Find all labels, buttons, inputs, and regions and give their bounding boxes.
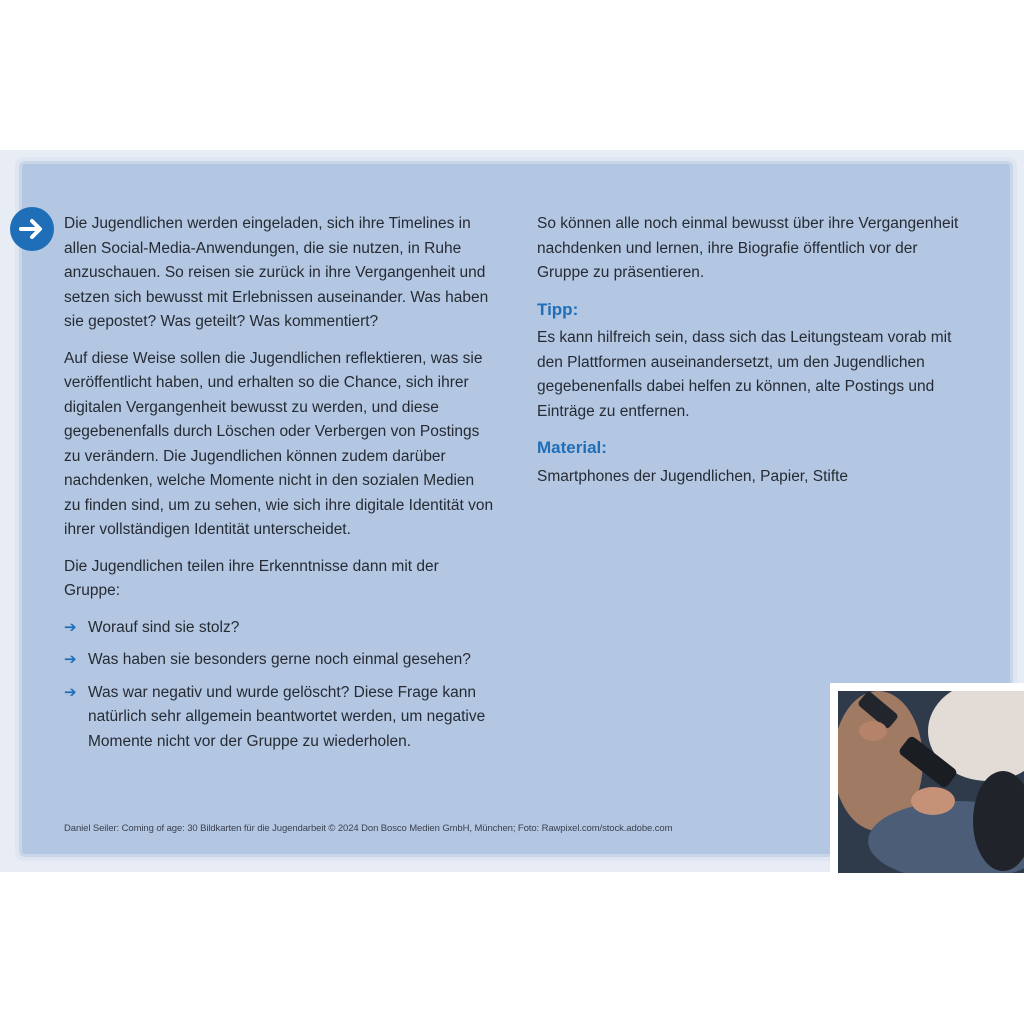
list-item bbox=[64, 616, 494, 641]
arrow-right-small-icon: ➔ bbox=[64, 683, 77, 701]
paragraph-timelines: Die Jugendlichen werden eingeladen, sich ihre Timelines in allen Social-Media-Anwendungen, die sie nutzen, in Ruhe anzuschauen. So reisen sie zurück in ihre Vergangenheit und setzen sich bewusst mit Erlebnissen auseinander. Was haben sie gepostet? Was geteilt? Was kommentiert? bbox=[64, 215, 489, 330]
left-column bbox=[64, 212, 494, 762]
list-item bbox=[64, 681, 494, 755]
tipp-heading: Tipp: bbox=[537, 299, 579, 319]
paragraph-share: Die Jugendlichen teilen ihre Erkenntnisse dann mit der Gruppe: bbox=[64, 557, 439, 599]
list-item-text: Worauf sind sie stolz? bbox=[88, 618, 240, 636]
photo-frame bbox=[830, 683, 1024, 873]
list-item bbox=[64, 648, 494, 673]
smartphone-photo bbox=[838, 691, 1024, 873]
arrow-right-small-icon: ➔ bbox=[64, 618, 77, 636]
arrow-right-icon bbox=[10, 207, 54, 251]
material-heading: Material: bbox=[537, 438, 607, 457]
smartphone-photo-illustration bbox=[838, 691, 1024, 873]
paragraph-reflection: Auf diese Weise sollen die Jugendlichen reflektieren, was sie veröffentlicht haben, und erhalten so die Chance, sich ihrer digitalen Vergangenheit bewusst zu werden, und diese gegebenenfalls durch Löschen oder Verbergen von Postings zu verändern. Die Jugendlichen können zudem darüber nachdenken, welche Momente nicht in den sozialen Medien zu finden sind, um zu sehen, wie sich ihre digitale Identität von ihrer vollständigen Identität unterscheidet. bbox=[64, 349, 494, 538]
material-text: Smartphones der Jugendlichen, Papier, Stifte bbox=[537, 467, 849, 485]
paragraph-intro: So können alle noch einmal bewusst über ihre Vergangenheit nachdenken und lernen, ihre Biografie öffentlich vor der Gruppe zu präsentieren. bbox=[537, 215, 959, 281]
arrow-right-small-icon: ➔ bbox=[64, 651, 77, 668]
list-item-text: Was haben sie besonders gerne noch einmal gesehen? bbox=[88, 651, 471, 668]
list-item-text: Was war negativ und wurde gelöscht? Diese Frage kann natürlich sehr allgemein beantwortet werden, um negative Momente nicht vor der Gruppe zu wiederholen. bbox=[88, 683, 486, 750]
copyright-credit: Daniel Seiler: Coming of age: 30 Bildkarten für die Jugendarbeit © 2024 Don Bosco Medien GmbH, München; Foto: Rawpixel.com/stock.adobe.com bbox=[64, 823, 673, 834]
tipp-text: Es kann hilfreich sein, dass sich das Leitungsteam vorab mit den Plattformen auseinandersetzt, um den Jugendlichen gegebenenfalls dabei helfen zu können, alte Postings und Einträge zu entfernen. bbox=[537, 329, 952, 420]
question-list bbox=[64, 616, 494, 755]
right-column bbox=[537, 212, 969, 501]
